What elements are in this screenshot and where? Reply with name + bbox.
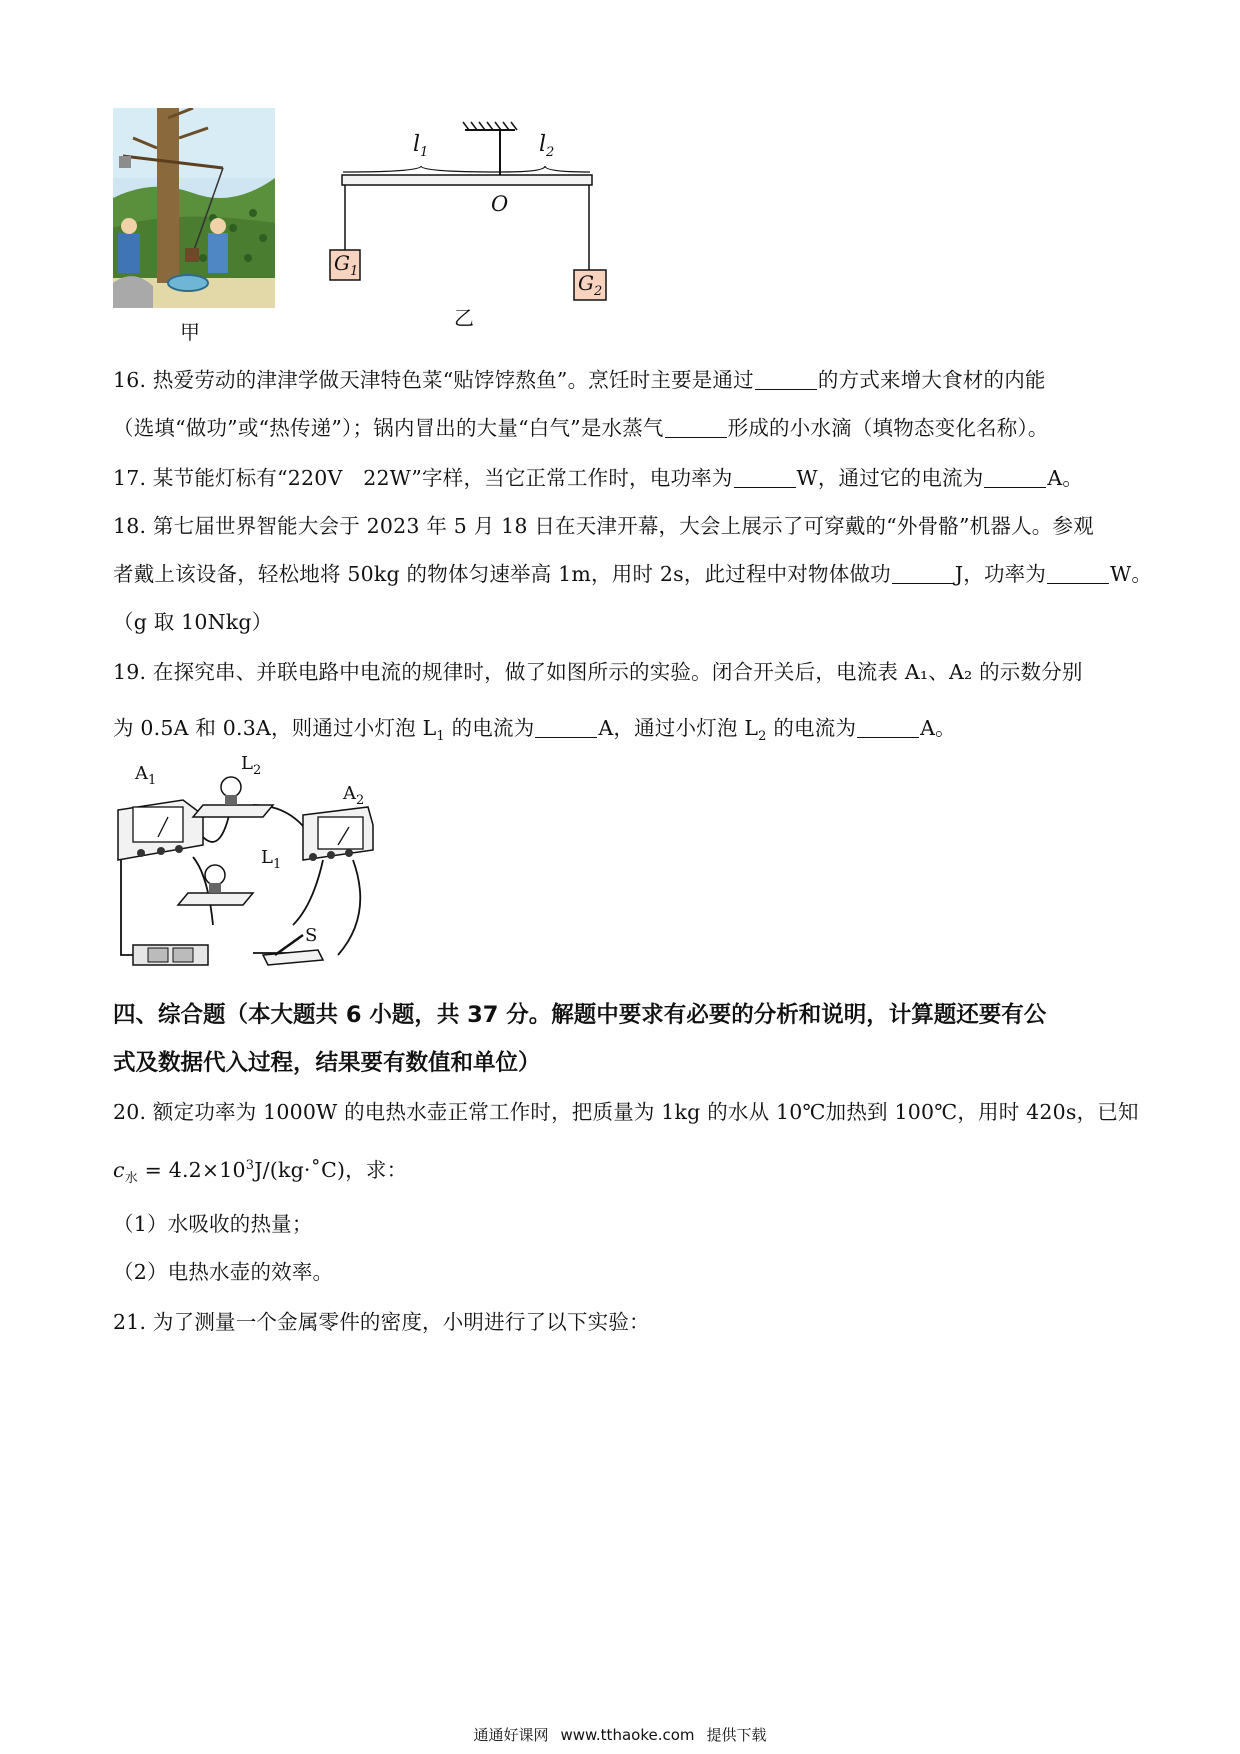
label-l2: $l_2$ — [539, 132, 555, 160]
footer-url[interactable]: www.tthaoke.com — [560, 1726, 695, 1744]
q20-part2: （2）电热水壶的效率。 — [113, 1260, 334, 1284]
label-l1: $L_1$ — [261, 847, 282, 872]
q20-part1: （1）水吸收的热量； — [113, 1212, 313, 1236]
label-l1: $l_1$ — [413, 132, 429, 160]
q18-blank2[interactable] — [1047, 563, 1109, 584]
q16-blank1[interactable] — [755, 369, 817, 390]
lever-diagram — [325, 120, 610, 310]
q18-line2: 者戴上该设备，轻松地将 50kg 的物体匀速举高 1m，用时 2s，此过程中对物体做功 J，功率为 W。 — [113, 562, 1153, 586]
q16-line1: 16. 热爱劳动的津津学做天津特色菜“贴饽饽熬鱼”。烹饪时主要是通过 的方式来增大食材的内能 — [113, 368, 1046, 392]
q21-line1: 21. 为了测量一个金属零件的密度，小明进行了以下实验： — [113, 1310, 650, 1334]
circuit-figure — [113, 753, 383, 975]
label-a1: $A_1$ — [135, 763, 157, 788]
footer-site-name: 通通好课网 — [473, 1726, 549, 1744]
footer-suffix: 提供下载 — [706, 1726, 767, 1744]
q16-line2: （选填“做功”或“热传递”）；锅内冒出的大量“白气”是水蒸气 形成的小水滴（填物态变化名称）。 — [113, 416, 1049, 440]
q17-blank1[interactable] — [734, 467, 796, 488]
q19-blank2[interactable] — [857, 717, 919, 738]
q17-blank2[interactable] — [984, 467, 1046, 488]
label-g1: $G_1$ — [334, 251, 359, 279]
q18-blank1[interactable] — [892, 563, 954, 584]
section4-heading-line1: 四、综合题（本大题共 6 小题，共 37 分。解题中要求有必要的分析和说明，计算题还要有公 — [113, 1002, 1047, 1028]
q18-line3: （g 取 10Nkg） — [113, 610, 273, 634]
figure-jia — [113, 108, 275, 308]
q17-line: 17. 某节能灯标有“220V 22W”字样，当它正常工作时，电功率为 W，通过它的电流为 A。 — [113, 466, 1084, 490]
figure-yi-caption: 乙 — [454, 306, 474, 330]
q16-blank2[interactable] — [665, 417, 727, 438]
figure-yi — [325, 120, 610, 310]
section4-heading-line2: 式及数据代入过程，结果要有数值和单位） — [113, 1050, 541, 1076]
q18-line1: 18. 第七届世界智能大会于 2023 年 5 月 18 日在天津开幕，大会上展示了可穿戴的“外骨骼”机器人。参观 — [113, 514, 1094, 538]
label-switch-s: S — [305, 925, 318, 946]
well-sweep-illustration — [113, 108, 275, 308]
label-l2: $L_2$ — [241, 753, 262, 778]
q20-formula: $c_水$ = $4.2\times 10^3J/(kg\cdot˚C)$，求： — [113, 1158, 408, 1186]
figure-jia-caption: 甲 — [180, 320, 200, 344]
q20-line1: 20. 额定功率为 1000W 的电热水壶正常工作时，把质量为 1kg 的水从 10℃加热到 100℃，用时 420s，已知 — [113, 1100, 1139, 1124]
q19-line1: 19. 在探究串、并联电路中电流的规律时，做了如图所示的实验。闭合开关后，电流表 A₁、A₂ 的示数分别 — [113, 660, 1083, 684]
label-a2: $A_2$ — [343, 783, 365, 808]
page-footer — [0, 1724, 1240, 1745]
label-pivot-o: O — [491, 192, 509, 216]
q19-line2: 为 0.5A 和 0.3A，则通过小灯泡 $L_1$ 的电流为 A，通过小灯泡 $L_2$ 的电流为 A。 — [113, 716, 956, 744]
q19-blank1[interactable] — [535, 717, 597, 738]
label-g2: $G_2$ — [578, 271, 603, 299]
